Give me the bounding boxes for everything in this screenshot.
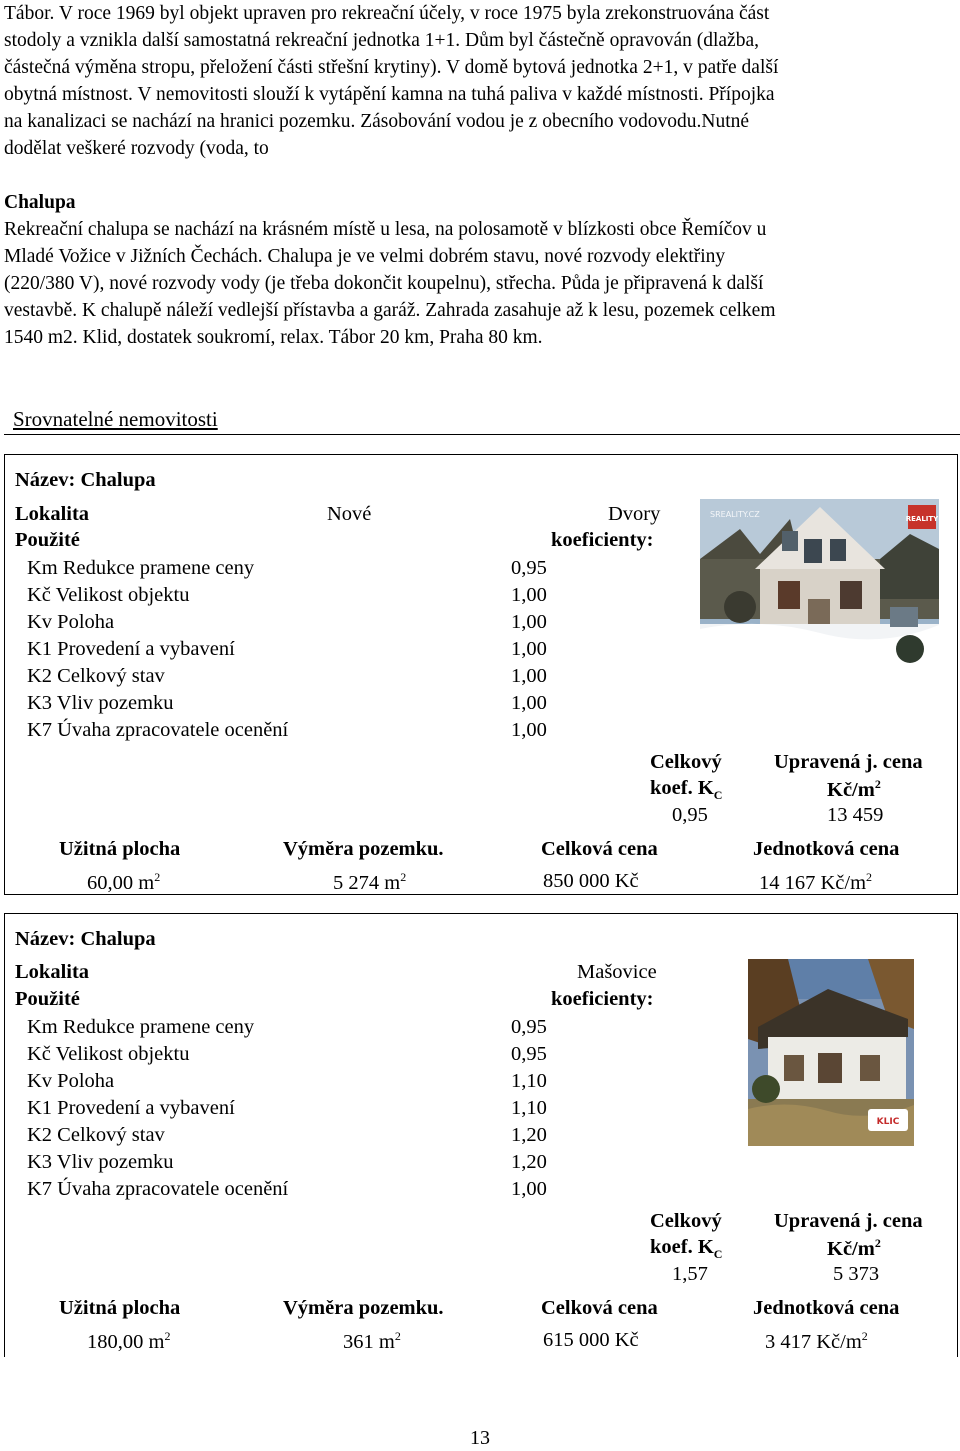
coef-name: K1 Provedení a vybavení: [27, 638, 235, 660]
coef-value: 1,00: [511, 584, 547, 606]
coef-value: 0,95: [511, 1043, 547, 1065]
intro-line: částečná výměna stropu, přeložení části střešní krytiny). V domě bytová jednotka 2+1, v patře další: [4, 57, 779, 78]
land-value: 361 $m^2$: [343, 1329, 401, 1353]
section-divider: [4, 434, 960, 435]
adjusted-price-label: Upravená j. cena: [774, 751, 923, 773]
coef-name: Kč Velikost objektu: [27, 584, 190, 606]
property-name: Název: Chalupa: [15, 928, 156, 950]
locality-value-left: Nové: [327, 503, 372, 525]
used-label: Použité: [15, 529, 80, 551]
unit-price-label: Jednotková cena: [753, 1297, 900, 1319]
coef-name: K3 Vliv pozemku: [27, 1151, 174, 1173]
total-koef-label: Celkový: [650, 751, 722, 773]
coef-value: 1,10: [511, 1097, 547, 1119]
photo-logo-text: REALITY: [905, 515, 939, 523]
coef-value: 1,00: [511, 1178, 547, 1200]
coef-value: 0,95: [511, 1016, 547, 1038]
land-label: Výměra pozemku.: [283, 1297, 444, 1319]
photo-brand-text: SREALITY.CZ: [710, 510, 760, 519]
photo-logo-text: KLIC: [876, 1117, 900, 1127]
coef-name: K2 Celkový stav: [27, 665, 165, 687]
coef-value: 0,95: [511, 557, 547, 579]
coef-name: Km Redukce pramene ceny: [27, 1016, 255, 1038]
chalupa-line: Rekreační chalupa se nachází na krásném místě u lesa, na polosamotě v blízkosti obce Řemíčov u: [4, 219, 767, 240]
total-koef-label2: koef. $K_C$: [650, 1236, 723, 1262]
land-label: Výměra pozemku.: [283, 838, 444, 860]
coef-value: 1,00: [511, 692, 547, 714]
coef-value: 1,20: [511, 1124, 547, 1146]
land-value: 5 274 $m^2$: [333, 870, 407, 894]
coef-value: 1,00: [511, 665, 547, 687]
property-photo: [748, 959, 914, 1146]
coef-name: Kv Poloha: [27, 611, 115, 633]
total-price-value: 615 000 Kč: [543, 1329, 639, 1351]
total-price-value: 850 000 Kč: [543, 870, 639, 892]
chalupa-line: 1540 m2. Klid, dostatek soukromí, relax. Tábor 20 km, Praha 80 km.: [4, 327, 543, 348]
adjusted-price-label: Upravená j. cena: [774, 1210, 923, 1232]
area-label: Užitná plocha: [59, 838, 181, 860]
coef-name: K7 Úvaha zpracovatele ocenění: [27, 1178, 289, 1200]
total-price-label: Celková cena: [541, 838, 658, 860]
chalupa-heading: Chalupa: [4, 192, 76, 213]
property-card-1: [4, 454, 958, 895]
locality-value-right: Dvory: [608, 503, 661, 525]
unit-price-value: 3 417 $Kč/m^2$: [765, 1329, 868, 1353]
coef-value: 1,00: [511, 638, 547, 660]
adjusted-price-unit: $Kč/m^2$: [827, 1236, 881, 1260]
page-number: 13: [470, 1427, 490, 1449]
total-koef-label: Celkový: [650, 1210, 722, 1232]
total-price-label: Celková cena: [541, 1297, 658, 1319]
coef-name: K1 Provedení a vybavení: [27, 1097, 235, 1119]
property-photo: [700, 499, 939, 678]
adjusted-price-value: 13 459: [827, 804, 884, 826]
locality-label: Lokalita: [15, 961, 90, 983]
unit-price-value: 14 167 $Kč/m^2$: [759, 870, 873, 894]
coef-value: 1,10: [511, 1070, 547, 1092]
total-koef-label2: koef. $K_C$: [650, 777, 723, 803]
coef-name: K3 Vliv pozemku: [27, 692, 174, 714]
area-value: 180,00 $m^2$: [87, 1329, 171, 1353]
intro-line: Tábor. V roce 1969 byl objekt upraven pro rekreační účely, v roce 1975 byla zrekonstruována část: [4, 3, 770, 24]
chalupa-line: Mladé Vožice v Jižních Čechách. Chalupa je ve velmi dobrém stavu, nové rozvody elektřiny: [4, 246, 726, 267]
intro-line: obytná místnost. V nemovitosti slouží k vytápění kamna na tuhá paliva v každé místnosti. Přípojka: [4, 84, 775, 105]
intro-line: stodoly a vznikla další samostatná rekreační jednotka 1+1. Dům byl částečně opravován (dlažba,: [4, 30, 759, 51]
intro-line: dodělat veškeré rozvody (voda, to: [4, 138, 269, 159]
coef-name: K2 Celkový stav: [27, 1124, 165, 1146]
locality-label: Lokalita: [15, 503, 90, 525]
chalupa-line: (220/380 V), nové rozvody vody (je třeba dokončit koupelnu), střecha. Půda je připravená k další: [4, 273, 764, 294]
total-koef-value: 1,57: [672, 1263, 708, 1285]
property-name: Název: Chalupa: [15, 469, 156, 491]
adjusted-price-value: 5 373: [833, 1263, 880, 1285]
area-label: Užitná plocha: [59, 1297, 181, 1319]
coefficients-label: koeficienty:: [551, 988, 654, 1010]
chalupa-line: vestavbě. K chalupě náleží vedlejší přístavba a garáž. Zahrada zasahuje až k lesu, pozemek celkem: [4, 300, 776, 321]
used-label: Použité: [15, 988, 80, 1010]
adjusted-price-unit: $Kč/m^2$: [827, 777, 881, 801]
area-value: 60,00 $m^2$: [87, 870, 161, 894]
section-title: Srovnatelné nemovitosti: [13, 407, 218, 431]
coef-name: Km Redukce pramene ceny: [27, 557, 255, 579]
unit-price-label: Jednotková cena: [753, 838, 900, 860]
coef-name: K7 Úvaha zpracovatele ocenění: [27, 719, 289, 741]
property-card-2: [4, 913, 958, 1357]
coefficients-label: koeficienty:: [551, 529, 654, 551]
locality-value-right: Mašovice: [577, 961, 657, 983]
coef-name: Kv Poloha: [27, 1070, 115, 1092]
coef-value: 1,20: [511, 1151, 547, 1173]
coef-name: Kč Velikost objektu: [27, 1043, 190, 1065]
total-koef-value: 0,95: [672, 804, 708, 826]
coef-value: 1,00: [511, 719, 547, 741]
coef-value: 1,00: [511, 611, 547, 633]
intro-line: na kanalizaci se nachází na hranici pozemku. Zásobování vodou je z obecního vodovodu.Nutné: [4, 111, 750, 132]
